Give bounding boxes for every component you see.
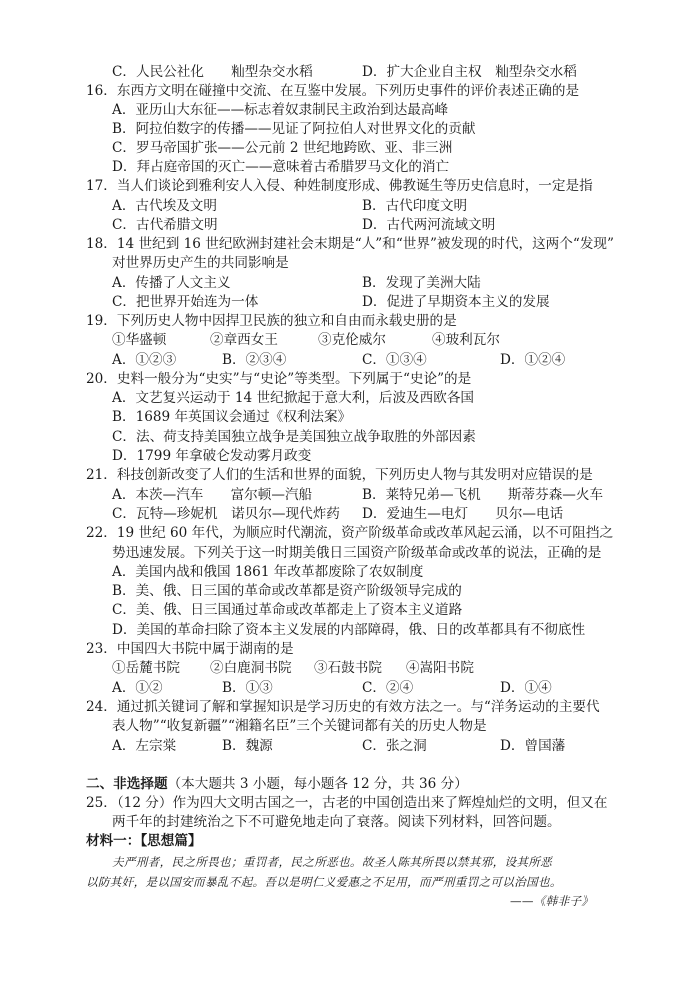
q18-option-b: B．发现了美洲大陆 <box>362 275 481 291</box>
q16-option-a: A．亚历山大东征——标志着奴隶制民主政治到达最高峰 <box>112 102 449 118</box>
q24-option-c: C．张之洞 <box>362 738 427 754</box>
q21-option-b: B．莱特兄弟—飞机 斯蒂芬森—火车 <box>362 487 604 503</box>
section2-heading <box>86 774 468 794</box>
q19-item-3: ③克伦威尔 <box>318 332 386 348</box>
q24-option-d: D．曾国藩 <box>500 738 566 754</box>
q17-option-b: B．古代印度文明 <box>362 198 468 214</box>
q23-item-1: ①岳麓书院 <box>112 660 180 676</box>
q22-stem-line2: 势迅速发展。下列关于这一时期美俄日三国资产阶级革命或改革的说法，正确的是 <box>112 545 602 561</box>
q17-stem: 17．当人们谈论到雅利安人入侵、种姓制度形成、佛教诞生等历史信息时，一定是指 <box>86 178 593 194</box>
q18-stem-line1: 18．14 世纪到 16 世纪欧洲封建社会末期是“人”和“世界”被发现的时代，这两个“发现” <box>86 236 614 252</box>
q22-option-a: A．美国内战和俄国 1861 年改革都废除了农奴制度 <box>112 564 424 580</box>
q24-option-a: A．左宗棠 <box>112 738 177 754</box>
q23-item-3: ③石鼓书院 <box>314 660 382 676</box>
q23-item-4: ④嵩阳书院 <box>406 660 474 676</box>
material1-title: 材料一：【思想篇】 <box>86 833 202 849</box>
q20-stem: 20．史料一般分为“史实”与“史论”等类型。下列属于“史论”的是 <box>86 371 472 387</box>
q21-option-d: D．爱迪生—电灯 贝尔—电话 <box>362 506 564 522</box>
q18-option-d: D．促进了早期资本主义的发展 <box>362 294 550 310</box>
q17-option-a: A．古代埃及文明 <box>112 198 217 214</box>
q23-option-c: C．②④ <box>362 680 414 696</box>
q16-stem: 16．东西方文明在碰撞中交流、在互鉴中发展。下列历史事件的评价表述正确的是 <box>86 83 580 99</box>
q18-option-a: A．传播了人文主义 <box>112 275 231 291</box>
q23-option-b: B．①③ <box>222 680 273 696</box>
material1-quote-line2: 以防其奸，是以国安而暴乱不起。吾以是明仁义爱惠之不足用，而严刑重罚之可以治国也。 <box>86 875 562 889</box>
q18-option-c: C．把世界开始连为一体 <box>112 294 259 310</box>
q16-option-b: B．阿拉伯数字的传播——见证了阿拉伯人对世界文化的贡献 <box>112 121 476 137</box>
section2-title: 二、非选择题 <box>86 776 168 792</box>
q20-option-b: B．1689 年英国议会通过《权利法案》 <box>112 409 352 425</box>
q23-option-d: D．①④ <box>500 680 552 696</box>
q16-option-c: C．罗马帝国扩张——公元前 2 世纪地跨欧、亚、非三洲 <box>112 140 453 156</box>
material1-quote-line1: 夫严刑者，民之所畏也；重罚者，民之所恶也。故圣人陈其所畏以禁其邪，设其所恶 <box>112 855 553 869</box>
q24-stem-line2: 表人物”“收复新疆”“湘籍名臣”三个关键词都有关的历史人物是 <box>112 718 487 734</box>
q23-stem: 23．中国四大书院中属于湖南的是 <box>86 641 294 657</box>
q19-option-c: C．①③④ <box>362 352 427 368</box>
q16-option-d: D．拜占庭帝国的灭亡——意味着古希腊罗马文化的消亡 <box>112 159 450 175</box>
q18-stem-line2: 对世界历史产生的共同影响是 <box>112 255 289 271</box>
q19-option-a: A．①②③ <box>112 352 177 368</box>
q22-option-b: B．美、俄、日三国的革命或改革都是资产阶级领导完成的 <box>112 583 462 599</box>
q24-option-b: B．魏源 <box>222 738 273 754</box>
q15-option-c: C．人民公社化 籼型杂交水稻 <box>112 64 313 80</box>
q20-option-a: A．文艺复兴运动于 14 世纪掀起于意大利，后波及西欧各国 <box>112 390 475 406</box>
q23-option-a: A．①② <box>112 680 163 696</box>
q19-stem: 19．下列历史人物中因捍卫民族的独立和自由而永载史册的是 <box>86 313 457 329</box>
section2-note: （本大题共 3 小题，每小题各 12 分，共 36 分） <box>167 776 468 792</box>
q17-option-c: C．古代希腊文明 <box>112 217 218 233</box>
q22-stem-line1: 22．19 世纪 60 年代，为顺应时代潮流，资产阶级革命或改革风起云涌，以不可阻挡之 <box>86 525 614 541</box>
q15-option-d: D．扩大企业自主权 籼型杂交水稻 <box>362 64 577 80</box>
q21-stem: 21．科技创新改变了人们的生活和世界的面貌，下列历史人物与其发明对应错误的是 <box>86 467 593 483</box>
q22-option-d: D．美国的革命扫除了资本主义发展的内部障碍，俄、日的改革都具有不彻底性 <box>112 622 586 638</box>
q19-item-4: ④玻利瓦尔 <box>432 332 500 348</box>
q25-line2: 两千年的封建统治之下不可避免地走向了衰落。阅读下列材料，回答问题。 <box>112 814 561 830</box>
q19-item-1: ①华盛顿 <box>112 332 167 348</box>
q21-option-c: C．瓦特—珍妮机 诺贝尔—现代炸药 <box>112 506 340 522</box>
q19-option-b: B．②③④ <box>222 352 287 368</box>
q17-option-d: D．古代两河流域文明 <box>362 217 496 233</box>
q25-line1: 25．（12 分）作为四大文明古国之一，古老的中国创造出来了辉煌灿烂的文明，但又在 <box>86 795 608 811</box>
q21-option-a: A．本茨—汽车 富尔顿—汽船 <box>112 487 313 503</box>
q19-option-d: D．①②④ <box>500 352 566 368</box>
material1-source: ——《韩非子》 <box>510 894 594 908</box>
q19-item-2: ②章西女王 <box>210 332 278 348</box>
q24-stem-line1: 24．通过抓关键词了解和掌握知识是学习历史的有效方法之一。与“洋务运动的主要代 <box>86 699 600 715</box>
q20-option-d: D．1799 年拿破仑发动雾月政变 <box>112 448 312 464</box>
q20-option-c: C．法、荷支持美国独立战争是美国独立战争取胜的外部因素 <box>112 429 476 445</box>
q22-option-c: C．美、俄、日三国通过革命或改革都走上了资本主义道路 <box>112 602 463 618</box>
q23-item-2: ②白鹿洞书院 <box>210 660 292 676</box>
